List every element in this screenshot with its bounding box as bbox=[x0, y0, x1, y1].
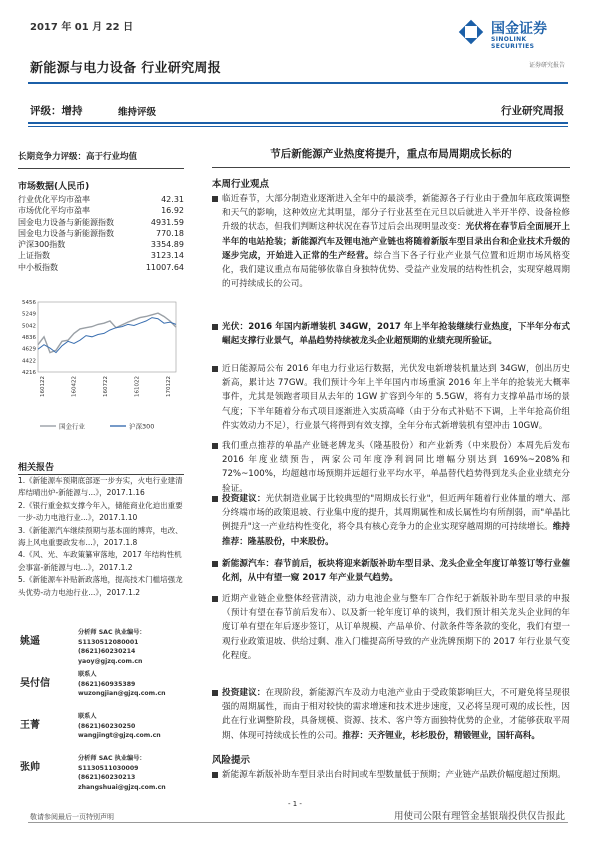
analyst-info-line: (8621)60230214 bbox=[78, 648, 136, 656]
page-number: - 1 - bbox=[288, 800, 302, 808]
risk-text: 新能源车新版补助车型目录出台时间或车型数量低于预期；产业链产品跌价幅度超过预期。 bbox=[222, 770, 566, 780]
market-value: 16.92 bbox=[161, 206, 184, 216]
x-tick-label: 160122 bbox=[40, 376, 46, 397]
market-data-table bbox=[18, 194, 184, 273]
p7: 近期产业链企业整体经营清淡，动力电池企业与整车厂合作纪于新版补助车型目录的申报（预计有望在春节前后发布）、以及新一轮年度订单的谈判，我们预计相关龙头企业间的年度订单有望在年后逐步签订，从订单规模、产品单价、付款条件等条款的变化，我们有望一观行业政策退坡、供给过剩、准入门槛提高所导致的产业洗牌预期下的 2017 年行业景气变化程度。 bbox=[222, 594, 570, 661]
footer-disclaimer: 敬请参阅最后一页特别声明 bbox=[30, 813, 114, 821]
long-term-rating: 长期竞争力评级：高于行业均值 bbox=[18, 152, 138, 162]
rating-sub: 维持评级 bbox=[118, 107, 157, 118]
market-value: 770.18 bbox=[156, 228, 184, 238]
y-tick-label: 4836 bbox=[22, 335, 36, 341]
y-tick-label: 4216 bbox=[22, 370, 36, 376]
main-divider bbox=[212, 167, 570, 168]
analyst-info-line: 联系人 bbox=[78, 713, 97, 720]
related-report-item[interactable]: 1.《新能源车预期底部逐一步夯实，火电行业建清库结晴出炉-新能源与...》，2017.1.16 bbox=[18, 476, 183, 498]
bullet-icon bbox=[212, 596, 218, 602]
market-row bbox=[18, 217, 184, 228]
p5-mid: 光伏制造业属于比较典型的"周期成长行业"，但近两年随着行业体量的增大、部分终端市场的政策退坡、行业集中度的提升，其周期属性和成长属性均有所削弱，而"单晶比例提升"这一产业结构性变化，将令具有核心竞争力的企业实现穿越周期的可持续增长。 bbox=[222, 494, 570, 533]
p3: 近日能源局公布 2016 年电力行业运行数据，光伏发电新增装机量达到 34GW，创出历史新高，累计达 77GW。我们预计今年上半年国内市场重演 2016 年上半年的抢装光大概率事件，尤其是领跑者项目从去年的 1GW 扩容到今年的 5.5GW，将有力支撑单晶市场的景气度；下半年随着分布式项目逐渐进入实质高峰（由于分布式补贴不下调，上半年抢高价组件实效动力不足），行业景气将得到有效支撑，全年分布式新增装机有望冲击 10GW。 bbox=[222, 364, 570, 431]
market-key: 国金电力设备与新能源指数 bbox=[18, 217, 114, 227]
bullet-icon bbox=[212, 772, 218, 778]
footer-note: 用使司公限有理管金基银瑞投供仅告报此 bbox=[393, 811, 565, 822]
market-key: 中小板指数 bbox=[18, 262, 58, 272]
logo-cn: 国金证券 bbox=[491, 21, 547, 37]
paragraph-2 bbox=[212, 320, 570, 348]
legend-label: 沪深300 bbox=[129, 422, 155, 431]
report-date: 2017 年 01 月 22 日 bbox=[30, 22, 134, 33]
related-report-item[interactable]: 4.《风、光、车政策纂审落地，2017 年结构性机会事富-新能源与电...》，2017.1.2 bbox=[18, 550, 182, 572]
paragraph-7 bbox=[212, 592, 570, 663]
related-reports-title: 相关报告 bbox=[18, 463, 55, 473]
market-value: 3354.89 bbox=[150, 240, 184, 250]
p4: 我们重点推荐的单晶产业链老牌龙头（隆基股份）和产业新秀（中来股份）本周先后发布 2016 年度业绩预告，两家公司年度净利润同比增幅分别达到 169%~208%和 72%~100%，均超越市场预期并远超行业平均水平，单晶替代趋势得到龙头企业业绩充分验证。 bbox=[222, 441, 570, 494]
footer-divider bbox=[28, 822, 568, 823]
p1-post: 综合当下各子行业产业景气位置和近期市场风格变化，我们建议重点布局能够依靠自身独特优势、受益产业发展的结构性机会，实现穿越周期的可持续成长的公司。 bbox=[222, 250, 570, 290]
y-tick-label: 5456 bbox=[22, 300, 36, 306]
y-tick-label: 5249 bbox=[22, 311, 36, 318]
market-row bbox=[18, 239, 184, 250]
main-title: 节后新能源产业热度将提升，重点布局周期成长标的 bbox=[270, 148, 512, 160]
bullet-icon bbox=[212, 690, 218, 696]
bullet-icon bbox=[212, 196, 218, 202]
analyst-name: 张帅 bbox=[20, 762, 40, 773]
risk-title: 风险提示 bbox=[212, 755, 251, 766]
paragraph-5 bbox=[212, 492, 570, 549]
y-tick-label: 4422 bbox=[22, 358, 36, 365]
plot-frame bbox=[38, 302, 176, 372]
market-row bbox=[18, 228, 184, 239]
rating-divider bbox=[28, 122, 568, 124]
left-divider bbox=[18, 168, 184, 169]
analyst-info bbox=[78, 754, 188, 792]
market-key: 沪深300指数 bbox=[18, 240, 66, 250]
logo-tag: 证券研究报告 bbox=[528, 62, 565, 69]
header-divider bbox=[28, 82, 568, 84]
x-tick-label: 170122 bbox=[166, 376, 172, 397]
analyst-info-line: 分析师 SAC 执业编号：S1130512080001 bbox=[78, 629, 146, 646]
view-section bbox=[212, 176, 570, 190]
analyst-name: 吴付信 bbox=[20, 678, 50, 689]
p8-tail: 推荐：天齐锂业，杉杉股份，精锻锂业，国轩高科。 bbox=[342, 730, 540, 741]
p6-bold: 新能源汽车：春节前后，板块将迎来新版补助车型目录、龙头企业全年度订单签订等行业催化剂，从中有望一窥 2017 年产业景气趋势。 bbox=[222, 559, 570, 584]
analyst-name: 姚遥 bbox=[20, 636, 40, 647]
view-title: 本周行业观点 bbox=[212, 179, 270, 190]
market-value: 3123.14 bbox=[150, 251, 184, 261]
analyst-card bbox=[18, 670, 188, 712]
bullet-icon bbox=[212, 324, 218, 330]
logo-mark-inner-icon bbox=[465, 26, 477, 38]
p8-pre: 投资建议： bbox=[222, 688, 266, 698]
analyst-info-line: (8621)60230213 bbox=[78, 774, 136, 782]
market-value: 42.31 bbox=[161, 195, 184, 204]
market-data-title: 市场数据(人民币) bbox=[18, 182, 90, 192]
market-row bbox=[18, 250, 184, 261]
company-logo bbox=[459, 18, 567, 54]
related-report-item[interactable]: 3.《新能源汽车继续预期与基本面的博弈，电改、海上风电重要政发布...》，2017.1.8 bbox=[18, 525, 183, 548]
y-tick-label: 4629 bbox=[22, 346, 36, 353]
p2-bold: 光伏：2016 年国内新增装机 34GW，2017 年上半年抢装继续行业热度，下半年分布式崛起支撑行业景气，单晶趋势持续被龙头企业超预期的业绩充现所验证。 bbox=[222, 322, 570, 347]
risk-paragraph bbox=[212, 768, 570, 782]
analyst-card bbox=[18, 628, 188, 670]
market-value: 11007.64 bbox=[145, 262, 184, 272]
x-tick-label: 160422 bbox=[71, 376, 78, 397]
market-value: 4931.59 bbox=[150, 217, 184, 227]
market-key: 市场优化平均市盈率 bbox=[18, 206, 90, 216]
y-tick-label: 5042 bbox=[22, 323, 36, 330]
related-report-item[interactable]: 5.《新能源车补贴新政落地，提高技术门槛培强龙头优势-动力电池行业...》，2017.1.2 bbox=[18, 575, 183, 597]
analyst-info-line[interactable]: wangjingt@gjzq.com.cn bbox=[78, 732, 161, 740]
p5-tail: 维持推荐：隆基股份，中来股份。 bbox=[222, 522, 570, 547]
paragraph-6 bbox=[212, 557, 570, 585]
bullet-icon bbox=[212, 366, 218, 372]
analysts-section bbox=[18, 628, 188, 796]
analyst-info bbox=[78, 712, 161, 741]
paragraph-3 bbox=[212, 362, 570, 433]
market-row bbox=[18, 205, 184, 216]
rating-label: 评级：增持 bbox=[30, 105, 83, 117]
paragraph-4 bbox=[212, 439, 570, 496]
rating-divider-thin bbox=[28, 126, 568, 127]
market-key: 上证指数 bbox=[18, 251, 50, 261]
market-key: 行业优化平均市盈率 bbox=[18, 195, 90, 204]
bullet-icon bbox=[212, 496, 218, 502]
index-chart bbox=[16, 298, 184, 438]
analyst-info-line[interactable]: wuzongjian@gjzq.com.cn bbox=[78, 690, 166, 698]
related-report-item[interactable]: 2.《银行重金拟支撑今年入，储能商业化迫出重要一步-动力电池行业...》，2017.1.10 bbox=[18, 500, 183, 523]
analyst-info-line: 联系人 bbox=[78, 671, 97, 678]
analyst-card bbox=[18, 712, 188, 754]
x-tick-label: 160722 bbox=[103, 376, 109, 397]
analyst-name: 王菁 bbox=[20, 720, 40, 731]
analyst-info-line[interactable]: zhangshuai@gjzq.com.cn bbox=[78, 783, 166, 791]
risk-section bbox=[212, 752, 570, 766]
related-reports-list bbox=[18, 475, 184, 599]
analyst-info-line[interactable]: yaoy@gjzq.com.cn bbox=[78, 657, 143, 665]
report-type: 行业研究周报 bbox=[501, 105, 564, 117]
report-title: 新能源与电力设备 行业研究周报 bbox=[30, 61, 222, 76]
bullet-icon bbox=[212, 561, 218, 567]
logo-en: SINOLINK SECURITIES bbox=[491, 36, 535, 50]
series-line bbox=[38, 313, 176, 353]
market-row bbox=[18, 262, 184, 273]
paragraph-1 bbox=[212, 192, 570, 291]
index-chart-svg bbox=[16, 298, 184, 438]
market-row bbox=[18, 194, 184, 205]
analyst-info bbox=[78, 670, 166, 699]
analyst-info-line: (8621)60230250 bbox=[78, 722, 136, 730]
analyst-info-line: 分析师 SAC 执业编号：S1130511030009 bbox=[78, 755, 146, 772]
bullet-icon bbox=[212, 443, 218, 449]
p1-bold: 光伏将在春节后全面展开上半年的电站抢装；新能源汽车及锂电池产业链也将随着新版车型目录出台和企业技术升级的逐步完成，开始进入正常的生产经营。 bbox=[222, 222, 570, 261]
paragraph-8 bbox=[212, 686, 570, 743]
x-tick-label: 161022 bbox=[134, 376, 141, 397]
p1-pre: 临近春节，大部分制造业逐渐进入全年中的最淡季，新能源各子行业由于叠加年底政策调整和天气的影响，这种效应尤其明显，部分子行业甚至在元旦以后就进入半开半停、设备检修升级的状态，但我们判断这种状况在春节过后会出现明显改变： bbox=[222, 194, 570, 233]
analyst-info-line: (8621)60935389 bbox=[78, 680, 136, 688]
rating-bar bbox=[28, 98, 568, 124]
analyst-card bbox=[18, 754, 188, 796]
p5-pre: 投资建议： bbox=[222, 494, 266, 504]
p8-mid: 在现阶段，新能源汽车及动力电池产业由于受政策影响巨大，不可避免将呈现很强的周期属性，而由于相对较快的需求增速和技术进步速度，又必将呈现可观的成长性，因此在行业调整阶段，具备规模、资源、技术、客户等方面独特优势的企业，才能够获取平周期、体现可持续成长性的公司。 bbox=[222, 688, 570, 741]
market-key: 国金电力设备与新能源指数 bbox=[18, 228, 114, 238]
analyst-info bbox=[78, 628, 188, 666]
legend-label: 国金行业 bbox=[59, 422, 85, 431]
